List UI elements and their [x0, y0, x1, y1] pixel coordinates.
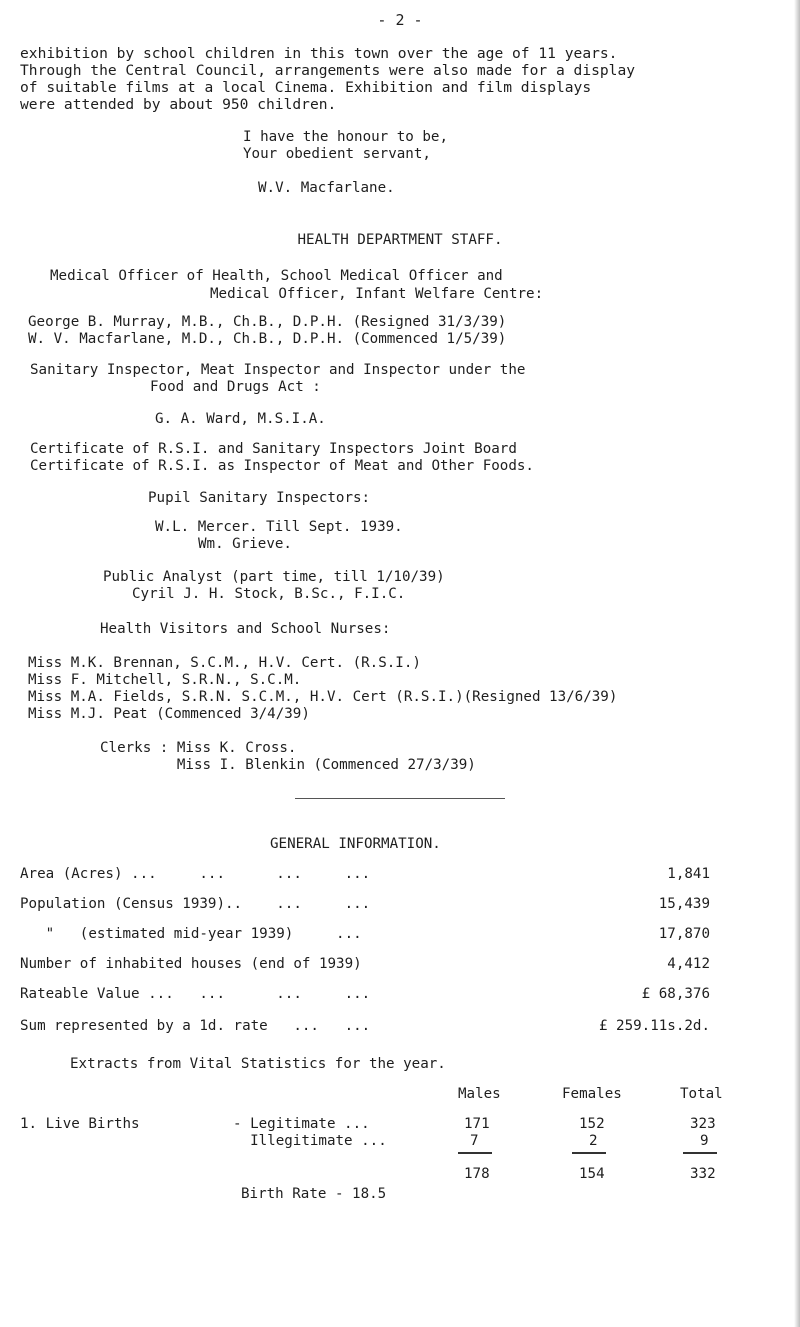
- total-sum-rule: [683, 1152, 717, 1154]
- illegitimate-females: 2: [589, 1133, 598, 1149]
- closing-line-1: I have the honour to be,: [243, 129, 448, 145]
- moh-person-1: George B. Murray, M.B., Ch.B., D.P.H. (Resigned 31/3/39): [28, 314, 507, 330]
- illegitimate-label: Illegitimate ...: [233, 1133, 387, 1149]
- population-census-label: Population (Census 1939).. ... ...: [20, 896, 371, 912]
- pupil-inspectors-heading: Pupil Sanitary Inspectors:: [148, 490, 371, 506]
- public-analyst-line-1: Public Analyst (part time, till 1/10/39): [103, 569, 445, 585]
- health-visitors-heading: Health Visitors and School Nurses:: [100, 621, 391, 637]
- certificate-line-2: Certificate of R.S.I. as Inspector of Meat and Other Foods.: [30, 458, 534, 474]
- signature-name: W.V. Macfarlane.: [258, 180, 395, 196]
- legitimate-males: 171: [464, 1116, 490, 1132]
- live-births-label: 1. Live Births: [20, 1116, 140, 1132]
- sanitary-inspector-name: G. A. Ward, M.S.I.A.: [155, 411, 326, 427]
- staff-heading: HEALTH DEPARTMENT STAFF.: [297, 232, 503, 248]
- males-sum-rule: [458, 1152, 492, 1154]
- paragraph-line-4: were attended by about 950 children.: [20, 96, 337, 113]
- page-number: - 2 -: [377, 11, 423, 29]
- section-divider: [295, 798, 505, 799]
- total-males: 178: [464, 1166, 490, 1182]
- health-visitor-2: Miss F. Mitchell, S.R.N., S.C.M.: [28, 672, 302, 688]
- pupil-inspector-2: Wm. Grieve.: [198, 536, 292, 552]
- birth-rate: Birth Rate - 18.5: [241, 1186, 387, 1202]
- area-label: Area (Acres) ... ... ... ...: [20, 866, 371, 882]
- closing-line-2: Your obedient servant,: [243, 146, 431, 162]
- clerks-line-2: Miss I. Blenkin (Commenced 27/3/39): [100, 757, 476, 773]
- females-sum-rule: [572, 1152, 606, 1154]
- pupil-inspector-1: W.L. Mercer. Till Sept. 1939.: [155, 519, 403, 535]
- general-info-heading: GENERAL INFORMATION.: [270, 836, 441, 852]
- legitimate-females: 152: [579, 1116, 605, 1132]
- penny-rate-value: £ 259.11s.2d.: [598, 1018, 710, 1034]
- total-females: 154: [579, 1166, 605, 1182]
- col-header-total: Total: [680, 1086, 723, 1102]
- total-total: 332: [690, 1166, 716, 1182]
- health-visitor-4: Miss M.J. Peat (Commenced 3/4/39): [28, 706, 310, 722]
- legitimate-total: 323: [690, 1116, 716, 1132]
- population-estimated-label: " (estimated mid-year 1939) ...: [20, 926, 362, 942]
- area-value: 1,841: [667, 866, 710, 882]
- moh-line-2: Medical Officer, Infant Welfare Centre:: [210, 286, 544, 302]
- col-header-females: Females: [562, 1086, 622, 1102]
- sanitary-inspector-line-1: Sanitary Inspector, Meat Inspector and Inspector under the: [30, 362, 526, 378]
- rateable-value-label: Rateable Value ... ... ... ...: [20, 986, 371, 1002]
- moh-line-1: Medical Officer of Health, School Medical Officer and: [50, 268, 503, 284]
- paragraph-line-1: exhibition by school children in this town over the age of 11 years.: [20, 45, 618, 62]
- page-edge-shadow: [794, 0, 800, 1327]
- health-visitor-1: Miss M.K. Brennan, S.C.M., H.V. Cert. (R.S.I.): [28, 655, 421, 671]
- illegitimate-males: 7: [470, 1133, 479, 1149]
- paragraph-line-3: of suitable films at a local Cinema. Exhibition and film displays: [20, 79, 592, 96]
- health-visitor-3: Miss M.A. Fields, S.R.N. S.C.M., H.V. Cert (R.S.I.)(Resigned 13/6/39): [28, 689, 618, 705]
- inhabited-houses-value: 4,412: [667, 956, 710, 972]
- public-analyst-line-2: Cyril J. H. Stock, B.Sc., F.I.C.: [132, 586, 406, 602]
- legitimate-label: - Legitimate ...: [233, 1116, 370, 1132]
- sanitary-inspector-line-2: Food and Drugs Act :: [150, 379, 321, 395]
- vital-stats-heading: Extracts from Vital Statistics for the year.: [70, 1056, 446, 1072]
- population-estimated-value: 17,870: [658, 926, 710, 942]
- col-header-males: Males: [458, 1086, 501, 1102]
- inhabited-houses-label: Number of inhabited houses (end of 1939): [20, 956, 362, 972]
- rateable-value-value: £ 68,376: [641, 986, 710, 1002]
- moh-person-2: W. V. Macfarlane, M.D., Ch.B., D.P.H. (Commenced 1/5/39): [28, 331, 507, 347]
- clerks-line-1: Clerks : Miss K. Cross.: [100, 740, 297, 756]
- penny-rate-label: Sum represented by a 1d. rate ... ...: [20, 1018, 371, 1034]
- certificate-line-1: Certificate of R.S.I. and Sanitary Inspectors Joint Board: [30, 441, 517, 457]
- paragraph-line-2: Through the Central Council, arrangements were also made for a display: [20, 62, 636, 79]
- population-census-value: 15,439: [658, 896, 710, 912]
- illegitimate-total: 9: [700, 1133, 709, 1149]
